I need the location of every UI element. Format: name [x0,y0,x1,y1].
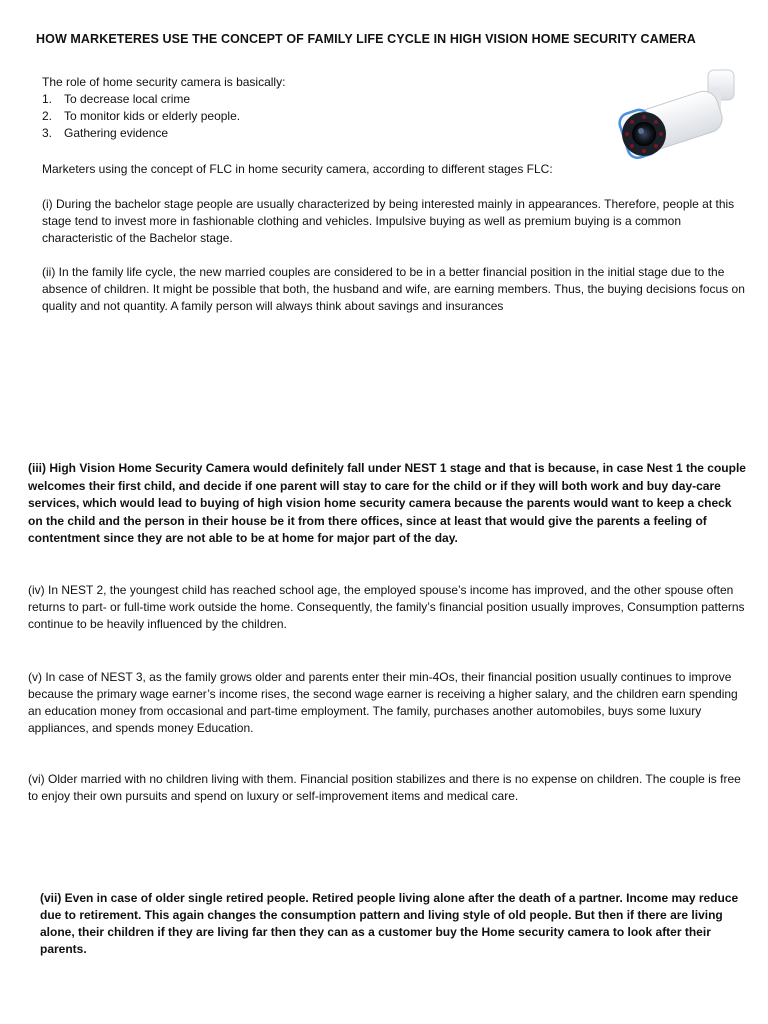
list-item [42,125,602,142]
intro-lead: The role of home security camera is basically: [42,75,286,89]
paragraph-nest-1: (iii) High Vision Home Security Camera would definitely fall under NEST 1 stage and that is because, in case Nest 1 the couple welcomes their first child, and decide if one parent will stay to care for the child or if they will both work and buy day-care services, which would lead to buying of high vision home security camera because the parents would want to keep a check on the child and the person in their house be it from there offices, since at least that would give the parents a feeling of contentment since they are not able to be at home for major part of the day. [28,461,746,545]
camera-roles-list [42,91,602,142]
paragraph-nest-2: (iv) In NEST 2, the youngest child has reached school age, the employed spouse’s income has improved, and the other spouse often returns to part- or full-time work outside the home. Consequently, the family’s financial position usually improves, Consumption patterns continue to be heavily influenced by the children. [28,583,745,631]
list-text: To decrease local crime [64,92,191,106]
paragraph-newly-married: (ii) In the family life cycle, the new married couples are considered to be in a better financial position in the initial stage due to the absence of children. It might be possible that both, the husband and wife, are earning members. Thus, the buying decisions focus on quality and not quantity. A family person will always think about savings and insurances [42,265,745,313]
paragraph-solitary-survivor: (vii) Even in case of older single retired people. Retired people living alone after the death of a partner. Income may reduce due to retirement. This again changes the consumption pattern and living style of old people. But then if there are living alone, their children if they are living far then they can as a customer buy the Home security camera to look after their parents. [40,891,739,956]
list-number: 1. [42,92,53,106]
list-text: Gathering evidence [64,126,169,140]
list-item [42,108,602,125]
security-camera-image [612,62,742,172]
list-item [42,91,602,108]
paragraph-bachelor-stage: (i) During the bachelor stage people are usually characterized by being interested mainly in appearances. Therefore, people at this stage tend to invest more in fashionable clothing and vehicles. Impulsive buying as well as premium buying is a common characteristic of the Bachelor stage. [42,197,735,245]
list-number: 2. [42,109,53,123]
document-title: HOW MARKETERES USE THE CONCEPT OF FAMILY LIFE CYCLE IN HIGH VISION HOME SECURITY CAMERA [36,32,696,46]
paragraph-empty-nest: (vi) Older married with no children living with them. Financial position stabilizes and there is no expense on children. The couple is free to enjoy their own pursuits and spend on luxury or self-improvement items and medical care. [28,772,741,803]
list-number: 3. [42,126,53,140]
list-text: To monitor kids or elderly people. [64,109,241,123]
paragraph-nest-3: (v) In case of NEST 3, as the family grows older and parents enter their min-4Os, their financial position usually continues to improve because the primary wage earner’s income rises, the second wage earner is receiving a higher salary, and the children earn spending an education money from occasional and part-time employment. The family, purchases another automobiles, buys some luxury appliances, and spends money Education. [28,670,738,735]
flc-intro-text: Marketers using the concept of FLC in home security camera, according to different stages FLC: [42,162,553,176]
intro-section [42,74,602,142]
